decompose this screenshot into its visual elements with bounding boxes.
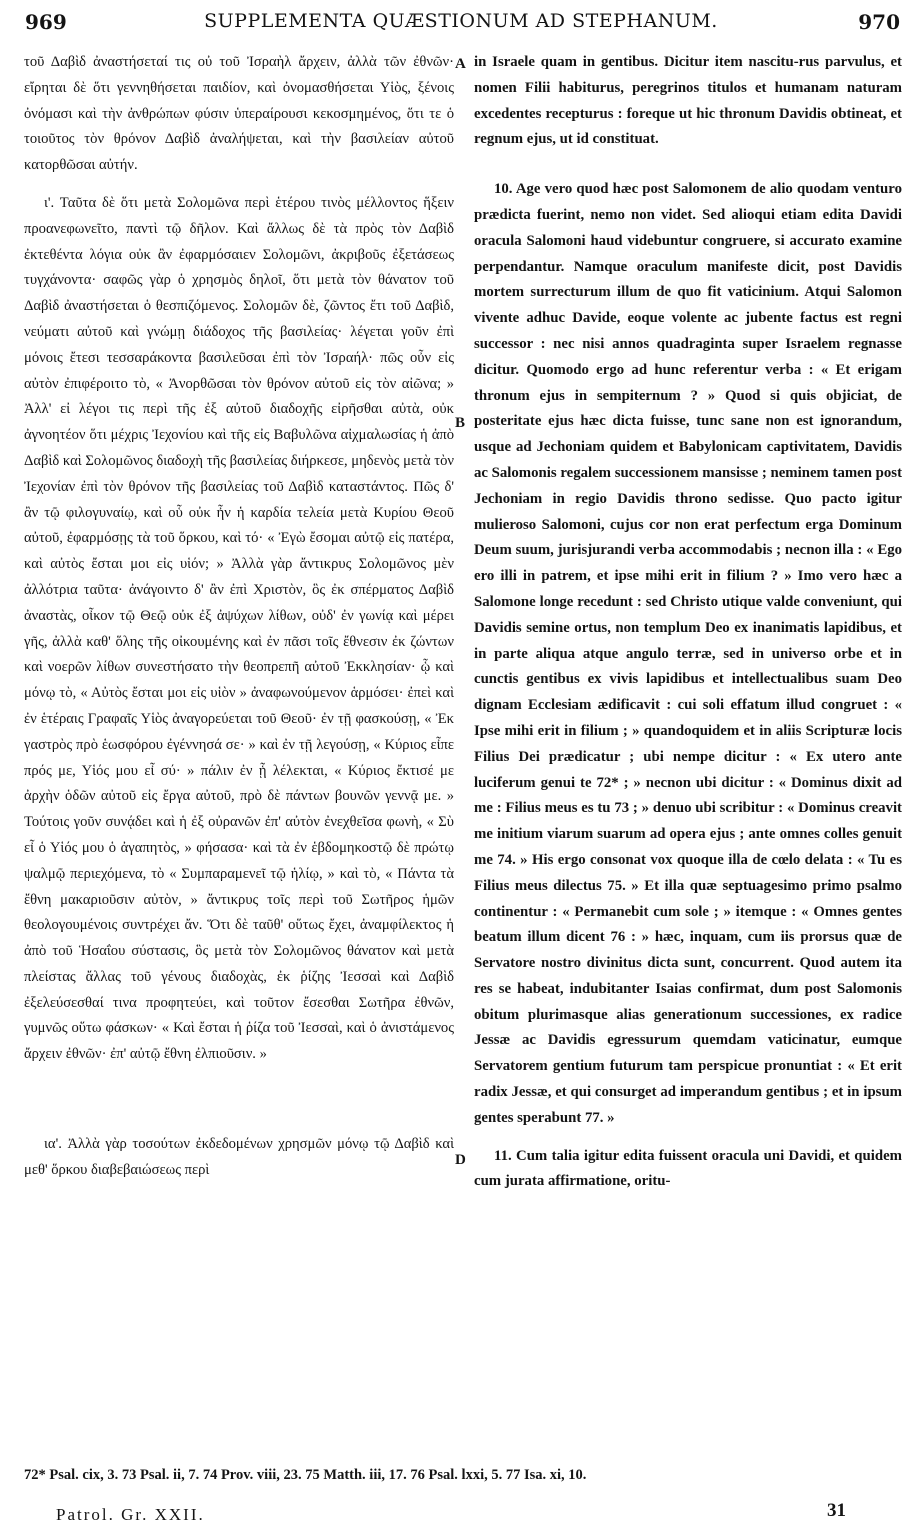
- greek-column: [24, 50, 454, 1184]
- page-number-left: 969: [25, 10, 67, 34]
- signature-mark: 31: [827, 1500, 846, 1521]
- greek-paragraph-11: ια'. Ἀλλὰ γὰρ τοσούτων ἐκδεδομένων χρησμῶν μόνῳ τῷ Δαβὶδ καὶ μεθ' ὅρκου διαβεβαιώσεως περὶ: [24, 1136, 454, 1178]
- page-header: [0, 10, 922, 40]
- greek-paragraph-10: ι'. Ταῦτα δὲ ὅτι μετὰ Σολομῶνα περὶ ἑτέρου τινὸς μέλλοντος ἥξειν προανεφωνεῖτο, παντὶ τῷ δῆλον. Καὶ ἄλλως δὲ τὰ πρὸς τὸν Δαβὶδ ἐκτεθέντα λόγια οὐκ ἂν ἐφαρμόσαιεν Σολομῶνι, ἀκριβοῦς ἐξετάσεως τυγχάνοντα· σαφῶς γὰρ ὁ χρησμὸς δηλοῖ, ὅτι μετὰ τὸν θάνατον τοῦ Δαβὶδ ἀναστήσεται ὁ θεσπιζόμενος. Σολομῶν δὲ, ζῶντος ἔτι τοῦ Δαβὶδ, νεύματι αὐτοῦ καὶ γνώμῃ διάδοχος τῆς βασιλείας· λέγεται γοῦν ἐπὶ μόνοις ἔτεσι τεσσαράκοντα βασιλεῦσαι ἐπὶ τὸν Ἰσραήλ· πῶς οὖν εἰς αὐτὸν ἐπιφέροιτο τὸ, « Ἀνορθῶσαι τὸν θρόνον αὐτοῦ εἰς τὸν αἰῶνα; » Ἀλλ' εἰ λέγοι τις περὶ τῆς ἐξ αὐτοῦ διαδοχῆς εἰρῆσθαι αὐτὰ, οὐκ ἀγνοητέον ὅτι μέχρις Ἰεχονίου καὶ τῆς εἰς Βαβυλῶνα αἰχμαλωσίας ἡ ἀπὸ Δαβὶδ καὶ Σολομῶνος διαδοχὴ τῆς βασιλείας διήρκεσε, μηδενὸς μετὰ τὸν Ἰεχονίαν ἐπὶ τὸν θρόνον τῆς βασιλείας τοῦ Δαβὶδ καταστάντος. Πῶς δ' ἂν τῷ φιλογυναίῳ, καὶ οὗ οὐκ ἦν ἡ καρδία τελεία μετὰ Κυρίου Θεοῦ αὐτοῦ, ἐφαρμόσῃς τὰ τοῦ ὅρκου, καὶ τό· « Ἐγὼ ἔσομαι αὐτῷ εἰς πατέρα, καὶ αὐτὸς ἔσται μοι εἰς υἱόν; » Ἀλλὰ γὰρ ἄντικρυς Σολομῶνος μὲν ἀλλότρια ταῦτα· ἀνάγοιντο δ' ἂν ἐπὶ Χριστὸν, ὃς ἐκ σπέρματος Δαβὶδ ἀναστὰς, οἶκον τῷ Θεῷ οὐκ ἐξ ἀψύχων λίθων, οὐδ' ἐν γωνίᾳ καὶ μέρει γῆς, ἀλλὰ καθ' ὅλης τῆς οἰκουμένης καὶ ἐν πᾶσι τοῖς ἔθνεσιν ἐκ ζώντων καὶ νοερῶν λίθων συνεστήσατο τὴν θεοπρεπῆ αὐτοῦ Ἐκκλησίαν· ᾧ καὶ μόνῳ τὸ, « Αὐτὸς ἔσται μοι εἰς υἱὸν » ἀναφωνούμενον ἁρμόσει· ἐπεὶ καὶ ἐν ἑτέραις Γραφαῖς Υἱὸς ἀναγορεύεται τοῦ Θεοῦ· ἐν τῇ φασκούσῃ, « Ἐκ γαστρὸς πρὸ ἑωσφόρου ἐγέννησά σε· » καὶ ἐν τῇ λεγούσῃ, « Κύριος εἶπε πρός με, Υἱός μου εἶ σύ· » πάλιν ἐν ᾗ λέλεκται, « Κύριος ἔκτισέ με ἀρχὴν ὁδῶν αὐτοῦ εἰς ἔργα αὐτοῦ, πρὸ δὲ πάντων βουνῶν γεννᾷ με. » Τούτοις γοῦν συνᾴδει καὶ ἡ ἐξ οὐρανῶν ἐπ' αὐτὸν ἐνεχθεῖσα φωνὴ, « Σὺ εἶ ὁ Υἱός μου ὁ ἀγαπητὸς, » φήσασα· καὶ τὰ ἐν ἑβδομηκοστῷ δὲ πρώτῳ ψαλμῷ περιεχόμενα, τὸ « Συμπαραμενεῖ τῷ ἡλίῳ, » καὶ τὸ, « Πάντα τὰ ἔθνη μακαριοῦσιν αὐτὸν, » ἄντικρυς τοῖς περὶ τοῦ Σωτῆρος ἡμῶν θεολογουμένοις συντρέχει ἄν. Ὅτι δὲ ταῦθ' οὕτως ἔχει, ἀναμφίλεκτος ἡ ἀπὸ τοῦ Ἡσαΐου σύστασις, ὃς μετὰ τὸν Σολομῶνος θάνατον καὶ μετὰ πλείστας ἄλλας τοῦ γένους διαδοχὰς, ἐκ ῥίζης Ἰεσσαὶ καὶ Δαβὶδ ἐξελεύσεσθαί τινα προφητεύει, καὶ τοῦτον ἔσεσθαι Σωτῆρα ἐθνῶν, γυμνῶς οὕτω φάσκων· « Καὶ ἔσται ἡ ῥίζα τοῦ Ἰεσσαὶ, καὶ ὁ ἀνιστάμενος ἄρχειν ἐθνῶν· ἐπ' αὐτῷ ἔθνη ἐλπιοῦσιν. »: [24, 194, 454, 1063]
- footnotes: 72* Psal. cix, 3. 73 Psal. ii, 7. 74 Prov. viii, 23. 75 Matth. iii, 17. 76 Psal. lxxi, 5. 77 Isa. xi, 10.: [24, 1467, 587, 1483]
- latin-paragraph-11: 11. Cum talia igitur edita fuissent oracula uni Davidi, et quidem cum jurata affirmatione, oritu-: [474, 1147, 902, 1190]
- page-number-right: 970: [858, 10, 900, 34]
- greek-paragraph-1: τοῦ Δαβὶδ ἀναστήσεταί τις οὐ τοῦ Ἰσραὴλ ἄρχειν, ἀλλὰ τῶν ἐθνῶν· εἴρηται δὲ ὅτι γεννηθήσεται παιδίον, καὶ ὀνομασθήσεται Υἱὸς, ξένοις ὀνόμασι καὶ τὴν ἀνθρώπων φύσιν ὑπεραίρουσι κεκοσμημένος, ὅτι τε ὁ τοιοῦτος τὸν θρόνον Δαβὶδ ἀναλήψεται, καὶ τὴν βασιλείαν αὐτοῦ κατορθῶσαι αὐτήν.: [24, 54, 454, 174]
- margin-marker-d: D: [455, 1152, 466, 1168]
- latin-paragraph-1: in Israele quam in gentibus. Dicitur item nascitu-rus parvulus, et nomen Filii habiturus, peregrinos titulos et humanam naturam excedentes recepturus : foreque ut hic thronum Davidis obtineat, et regnum ejus, ut id constituat.: [474, 54, 902, 148]
- latin-column: [474, 50, 902, 1195]
- latin-paragraph-10: 10. Age vero quod hæc post Salomonem de alio quodam venturo prædicta fuerint, nemo non videt. Sed alioqui etiam edita Davidi oracula Salomoni haud videbuntur congruere, si accurato examine perpendantur. Namque oraculum manifeste dicit, post Davidis mortem surrecturum illum de quo fit vaticinium. Atqui Salomon vivente adhuc Davide, eoque volente ac jubente factus est regni successor : nec nisi annos quadraginta super Israelem regnasse dicitur. Quomodo ergo ad hunc referentur verba : « Et erigam thronum ejus in sempiternum ? » Quod si quis objiciat, de posteritate ejus hæc dicta fuisse, tunc sane non est ignorandum, usque ad Jechoniam quidem et Babylonicam captivitatem, Davidis ac Salomonis regalem successionem mansisse ; neminem tamen post Jechoniam in regio Davidis throno sedisse. Quo pacto igitur mulieroso Salomoni, cujus cor non erat perfectum erga Dominum Deum suum, jurisjurandi verba accommodabis ; necnon illa : « Ego ero illi in patrem, et ipse mihi erit in filium ? » Imo vero hæc a Salomone longe recedunt : sed Christo utique valde conveniunt, qui Davidis semine ortus, non templum Deo ex inanimatis lapidibus, et in parte aliqua atque angulo terræ, sed in universo orbe et in cunctis gentibus ex vivis lapidibus et intellectualibus suam Deo dignam Ecclesiam ædificavit : cui soli effatum illud congruet : « Ipse mihi erit in filium ; » quandoquidem et in aliis Scripturæ locis Filius Dei prædicatur ; ubi nempe dicitur : « Ex utero ante luciferum genui te 72* ; » necnon ubi dicitur : « Dominus dixit ad me : Filius meus es tu 73 ; » denuo ubi scribitur : « Dominus creavit me initium viarum suarum ad opera ejus ; ante omnes colles genuit me 74. » His ergo consonat vox quoque illa de cœlo delata : « Tu es Filius meus dilectus 75. » Et illa quæ septuagesimo primo psalmo continentur : « Permanebit cum sole ; » itemque : « Omnes gentes beatum illum dicent 76 : » hæc, inquam, cum iis prorsus quæ de Servatore nostro divinitus dicta sunt, concurrent. Quod autem ita res se habeat, indubitanter Isaias confirmat, dum post Salomonis obitum plurimasque alias generationum successiones, ex radice Jessæ ac Davidis egressurum quemdam vaticinatur, eumque Servatorem gentium futurum tam perspicue pronuntiat : « Et erit radix Jessæ, et qui consurget ad imperandum gentibus ; et in ipsum gentes sperabunt 77. »: [474, 181, 902, 1126]
- series-title: Patrol. Gr. XXII.: [56, 1505, 205, 1524]
- margin-marker-a: A: [455, 56, 466, 72]
- running-title: SUPPLEMENTA QUÆSTIONUM AD STEPHANUM.: [204, 10, 718, 32]
- margin-marker-b: B: [455, 415, 466, 431]
- column-divider: [462, 50, 463, 1470]
